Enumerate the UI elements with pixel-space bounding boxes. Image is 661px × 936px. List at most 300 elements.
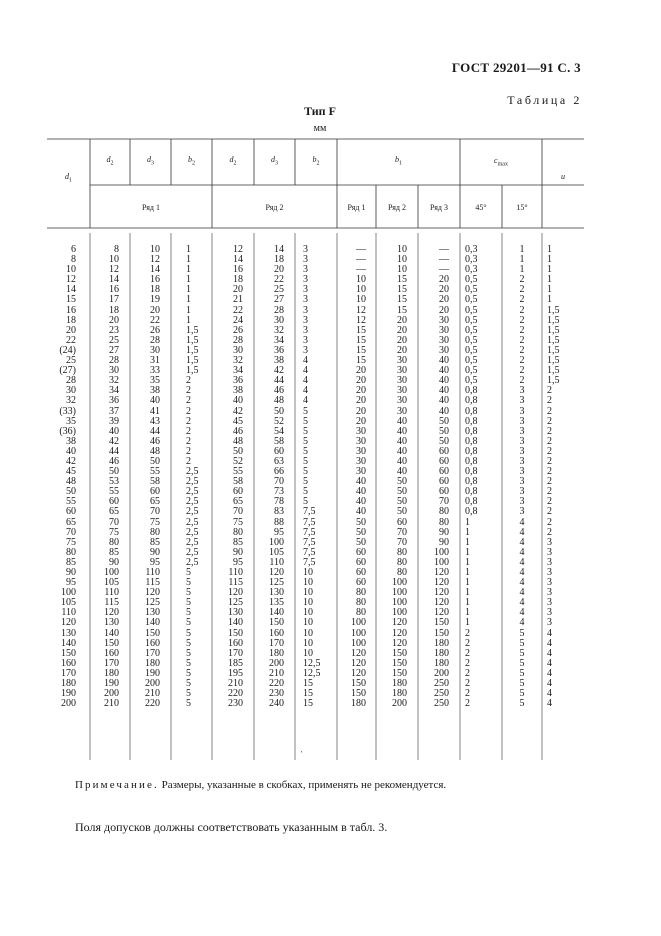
cell-b1-r2: 40 xyxy=(397,445,407,457)
cell-b1-r3: — xyxy=(439,264,449,276)
cell-b1-r1: 12 xyxy=(356,314,366,326)
cell-b1-r1: 20 xyxy=(356,385,366,397)
cell-r1-d2: 28 xyxy=(109,355,119,367)
cell-r1-b2: 2,5 xyxy=(186,506,199,518)
cell-r1-d3: 115 xyxy=(145,577,160,589)
cell-b1-r3: 60 xyxy=(439,476,449,488)
cell-c15: 3 xyxy=(519,496,525,508)
cell-u: 1 xyxy=(547,294,552,306)
cell-c45: 0,8 xyxy=(465,385,478,397)
header-b1-row-1: Ряд 1 xyxy=(347,203,366,212)
cell-r2-d2: 40 xyxy=(233,395,243,407)
cell-r1-b2: 5 xyxy=(186,587,191,599)
cell-c45: 0,5 xyxy=(465,284,478,296)
cell-c15: 3 xyxy=(519,415,525,427)
cell-r2-d2: 26 xyxy=(233,324,243,336)
cell-r2-d3: 46 xyxy=(274,385,284,397)
cell-r1-d3: 130 xyxy=(145,607,160,619)
cell-b1-r1: 120 xyxy=(351,647,366,659)
cell-u: 2 xyxy=(547,445,552,457)
cell-r1-d2: 40 xyxy=(109,425,119,437)
cell-r2-d2: 95 xyxy=(233,556,243,568)
cell-b1-r3: 40 xyxy=(439,385,449,397)
cell-b1-r1: 60 xyxy=(356,556,366,568)
cell-r1-d2: 110 xyxy=(104,587,119,599)
cell-u: 3 xyxy=(547,536,552,548)
cell-r1-b2: 1 xyxy=(186,244,191,255)
cell-r2-d3: 70 xyxy=(274,476,284,488)
cell-c15: 2 xyxy=(519,355,525,367)
cell-c15: 1 xyxy=(519,254,525,266)
cell-c45: 0,8 xyxy=(465,435,478,447)
cell-r1-b2: 5 xyxy=(186,688,191,700)
cell-b1-r2: 40 xyxy=(397,425,407,437)
cell-c45: 1 xyxy=(465,516,470,528)
cell-r1-d3: 140 xyxy=(145,617,160,629)
cell-r2-d2: 58 xyxy=(233,476,243,488)
cell-r2-d2: 185 xyxy=(228,657,243,669)
cell-r2-b2: 5 xyxy=(303,496,308,508)
cell-r2-d2: 48 xyxy=(233,435,243,447)
cell-r2-d2: 52 xyxy=(233,455,243,467)
cell-r2-d3: 125 xyxy=(269,577,284,589)
cell-r2-d3: 66 xyxy=(274,466,284,478)
cell-u: 2 xyxy=(547,415,552,427)
cell-r2-d3: 32 xyxy=(274,324,284,336)
cell-r2-b2: 5 xyxy=(303,425,308,437)
cell-r2-d2: 36 xyxy=(233,375,243,387)
cell-b1-r1: 20 xyxy=(356,375,366,387)
cell-r1-d3: 85 xyxy=(150,536,160,548)
cell-r2-d2: 42 xyxy=(233,405,243,417)
cell-b1-r2: 70 xyxy=(397,536,407,548)
cell-b1-r1: 20 xyxy=(356,365,366,377)
cell-r2-d2: 14 xyxy=(233,254,243,266)
cell-r1-b2: 1 xyxy=(186,254,191,266)
cell-r2-b2: 10 xyxy=(303,607,313,619)
cell-c45: 0,5 xyxy=(465,344,478,356)
cell-r1-d3: 50 xyxy=(150,455,160,467)
cell-b1-r2: 40 xyxy=(397,455,407,467)
cell-b1-r3: 80 xyxy=(439,516,449,528)
cell-c45: 0,8 xyxy=(465,496,478,508)
cell-r2-b2: 10 xyxy=(303,597,313,609)
cell-b1-r1: 60 xyxy=(356,577,366,589)
cell-r2-d3: 88 xyxy=(274,516,284,528)
cell-r1-d2: 75 xyxy=(109,526,119,538)
cell-r1-d3: 33 xyxy=(150,365,160,377)
cell-c15: 4 xyxy=(519,556,525,568)
cell-r1-d3: 18 xyxy=(150,284,160,296)
cell-b1-r3: 250 xyxy=(434,698,449,710)
column-c-15 xyxy=(512,245,532,709)
cell-r2-d3: 135 xyxy=(269,597,284,609)
header-row2-d3: $d_3$ xyxy=(271,155,278,167)
cell-r2-b2: 5 xyxy=(303,445,308,457)
cell-r1-d2: 85 xyxy=(109,546,119,558)
cell-r1-d3: 26 xyxy=(150,324,160,336)
cell-c15: 2 xyxy=(519,375,525,387)
cell-r2-b2: 10 xyxy=(303,577,313,589)
cell-d1: 18 xyxy=(66,314,76,326)
cell-r1-d2: 80 xyxy=(109,536,119,548)
cell-b1-r2: 15 xyxy=(397,284,407,296)
cell-c15: 3 xyxy=(519,476,525,488)
header-b1: $b_1$ xyxy=(395,155,402,167)
cell-c45: 0,8 xyxy=(465,466,478,478)
cell-r1-d2: 90 xyxy=(109,556,119,568)
cell-r1-d3: 110 xyxy=(145,567,160,578)
cell-c45: 2 xyxy=(465,667,470,679)
cell-c45: 0,3 xyxy=(465,254,478,266)
cell-b1-r1: 20 xyxy=(356,405,366,417)
cell-b1-r2: 80 xyxy=(397,567,407,578)
column-row2-b2 xyxy=(303,245,335,709)
cell-u: 4 xyxy=(547,688,552,700)
table-note xyxy=(75,779,446,791)
cell-u: 2 xyxy=(547,506,552,518)
cell-b1-r2: 30 xyxy=(397,355,407,367)
cell-b1-r1: 30 xyxy=(356,455,366,467)
column-b1-row3 xyxy=(420,245,449,709)
cell-b1-r1: 10 xyxy=(356,274,366,286)
cell-r1-d3: 120 xyxy=(145,587,160,599)
cell-r1-d3: 20 xyxy=(150,304,160,316)
cell-r1-d3: 80 xyxy=(150,526,160,538)
cell-r1-b2: 1 xyxy=(186,314,191,326)
cell-r2-d3: 170 xyxy=(269,637,284,649)
cell-b1-r3: 60 xyxy=(439,486,449,498)
cell-r1-d3: 60 xyxy=(150,486,160,498)
cell-r1-d3: 70 xyxy=(150,506,160,518)
cell-r1-d3: 125 xyxy=(145,597,160,609)
cell-r1-d2: 37 xyxy=(109,405,119,417)
cell-d1: 75 xyxy=(66,536,76,548)
cell-r2-b2: 12,5 xyxy=(303,667,321,679)
cell-r1-b2: 2 xyxy=(186,425,191,437)
cell-r1-d3: 43 xyxy=(150,415,160,427)
cell-r2-d2: 160 xyxy=(228,637,243,649)
cell-b1-r1: 15 xyxy=(356,344,366,356)
cell-r2-d3: 38 xyxy=(274,355,284,367)
cell-d1: 150 xyxy=(61,647,76,659)
cell-b1-r2: 15 xyxy=(397,294,407,306)
cell-b1-r1: 80 xyxy=(356,607,366,619)
cell-c45: 0,5 xyxy=(465,375,478,387)
cell-d1: 140 xyxy=(61,637,76,649)
note-text: Размеры, указанные в скобках, применять не рекомендуется. xyxy=(158,779,447,791)
cell-r1-b2: 2 xyxy=(186,385,191,397)
cell-r2-b2: 10 xyxy=(303,617,313,629)
cell-c15: 3 xyxy=(519,486,525,498)
cell-b1-r2: 180 xyxy=(392,678,407,690)
cell-b1-r3: 20 xyxy=(439,294,449,306)
cell-r2-d2: 90 xyxy=(233,546,243,558)
cell-b1-r3: 200 xyxy=(434,667,449,679)
cell-u: 1,5 xyxy=(547,355,560,367)
cell-d1: 30 xyxy=(66,385,76,397)
cell-r1-d2: 130 xyxy=(104,617,119,629)
cell-r1-b2: 2,5 xyxy=(186,516,199,528)
cell-r2-d3: 25 xyxy=(274,284,284,296)
cell-c15: 5 xyxy=(519,647,525,659)
cell-c15: 4 xyxy=(519,526,525,538)
cell-r2-d2: 18 xyxy=(233,274,243,286)
cell-c45: 0,8 xyxy=(465,395,478,407)
cell-c45: 1 xyxy=(465,526,470,538)
cell-r1-b2: 5 xyxy=(186,627,191,639)
cell-r1-d3: 65 xyxy=(150,496,160,508)
cell-c45: 2 xyxy=(465,627,470,639)
cell-c45: 0,5 xyxy=(465,334,478,346)
cell-b1-r1: 150 xyxy=(351,688,366,700)
cell-r2-d2: 60 xyxy=(233,486,243,498)
header-row1-d3: $d_3$ xyxy=(147,155,154,167)
cell-b1-r3: 120 xyxy=(434,567,449,578)
cell-c45: 0,8 xyxy=(465,486,478,498)
header-angle-45: 45° xyxy=(475,203,487,212)
cell-r1-d2: 140 xyxy=(104,627,119,639)
cell-b1-r2: 150 xyxy=(392,667,407,679)
cell-r2-b2: 4 xyxy=(303,375,308,387)
cell-c15: 2 xyxy=(519,284,525,296)
cell-d1: 70 xyxy=(66,526,76,538)
cell-u: 3 xyxy=(547,567,552,578)
cell-r2-d3: 60 xyxy=(274,445,284,457)
column-row1-d2 xyxy=(92,245,119,709)
cell-r1-d2: 53 xyxy=(109,476,119,488)
cell-b1-r3: 250 xyxy=(434,678,449,690)
cell-u: 1 xyxy=(547,274,552,286)
cell-c45: 0,8 xyxy=(465,425,478,437)
cell-d1: 15 xyxy=(66,294,76,306)
cell-d1: (27) xyxy=(59,365,76,377)
cell-r1-d2: 14 xyxy=(109,274,119,286)
cell-b1-r3: 150 xyxy=(434,627,449,639)
cell-b1-r1: 30 xyxy=(356,445,366,457)
cell-r1-d3: 200 xyxy=(145,678,160,690)
cell-d1: 90 xyxy=(66,567,76,578)
cell-r1-b2: 2 xyxy=(186,375,191,387)
cell-r1-d2: 180 xyxy=(104,667,119,679)
cell-b1-r3: 180 xyxy=(434,657,449,669)
cell-r2-d3: 50 xyxy=(274,405,284,417)
cell-r2-d2: 12 xyxy=(233,244,243,255)
cell-r1-d3: 38 xyxy=(150,385,160,397)
cell-b1-r2: 120 xyxy=(392,617,407,629)
cell-r1-d2: 44 xyxy=(109,445,119,457)
cell-r1-b2: 2,5 xyxy=(186,466,199,478)
cell-c15: 3 xyxy=(519,506,525,518)
column-b1-row1 xyxy=(339,245,366,709)
cell-r2-b2: 3 xyxy=(303,294,308,306)
cell-b1-r1: 12 xyxy=(356,304,366,316)
cell-b1-r2: 60 xyxy=(397,516,407,528)
cell-d1: 95 xyxy=(66,577,76,589)
cell-r2-d2: 32 xyxy=(233,355,243,367)
cell-c15: 2 xyxy=(519,304,525,316)
type-title: Тип F xyxy=(304,104,336,118)
cell-b1-r2: 180 xyxy=(392,688,407,700)
cell-r2-b2: 10 xyxy=(303,567,313,578)
cell-r2-d2: 110 xyxy=(228,567,243,578)
cell-r2-d3: 105 xyxy=(269,546,284,558)
cell-r1-b2: 2 xyxy=(186,435,191,447)
cell-r2-d2: 115 xyxy=(228,577,243,589)
cell-r1-d2: 10 xyxy=(109,254,119,266)
cell-u: 1,5 xyxy=(547,375,560,387)
cell-b1-r3: 180 xyxy=(434,647,449,659)
cell-b1-r3: 100 xyxy=(434,546,449,558)
cell-r1-b2: 1 xyxy=(186,274,191,286)
cell-u: 3 xyxy=(547,546,552,558)
cell-u: 2 xyxy=(547,516,552,528)
cell-r2-d2: 70 xyxy=(233,506,243,518)
cell-r1-b2: 2,5 xyxy=(186,496,199,508)
cell-r2-b2: 12,5 xyxy=(303,657,321,669)
cell-d1: 16 xyxy=(66,304,76,316)
cell-r2-b2: 10 xyxy=(303,637,313,649)
cell-c15: 5 xyxy=(519,688,525,700)
cell-r2-d3: 48 xyxy=(274,395,284,407)
cell-r2-d3: 52 xyxy=(274,415,284,427)
cell-r1-d3: 46 xyxy=(150,435,160,447)
cell-r2-b2: 7,5 xyxy=(303,506,316,518)
cell-r1-d3: 190 xyxy=(145,667,160,679)
cell-r1-d3: 210 xyxy=(145,688,160,700)
cell-r1-d2: 16 xyxy=(109,284,119,296)
cell-b1-r3: 150 xyxy=(434,617,449,629)
cell-r1-b2: 1,5 xyxy=(186,344,199,356)
cell-u: 1,5 xyxy=(547,365,560,377)
cell-r1-d3: 30 xyxy=(150,344,160,356)
cell-b1-r3: — xyxy=(439,244,449,255)
cell-b1-r3: — xyxy=(439,254,449,266)
cell-c45: 1 xyxy=(465,546,470,558)
cell-r1-d2: 115 xyxy=(104,597,119,609)
cell-b1-r3: 40 xyxy=(439,365,449,377)
cell-b1-r3: 80 xyxy=(439,506,449,518)
cell-r1-d3: 160 xyxy=(145,637,160,649)
cell-r2-b2: 5 xyxy=(303,435,308,447)
cell-b1-r3: 30 xyxy=(439,334,449,346)
cell-b1-r1: 40 xyxy=(356,506,366,518)
cell-r2-b2: 15 xyxy=(303,698,313,710)
cell-d1: 40 xyxy=(66,445,76,457)
cell-c15: 3 xyxy=(519,395,525,407)
cell-d1: (24) xyxy=(59,344,76,356)
cell-b1-r2: 100 xyxy=(392,587,407,599)
cell-r2-b2: 3 xyxy=(303,314,308,326)
cell-b1-r1: 20 xyxy=(356,395,366,407)
cell-b1-r2: 50 xyxy=(397,486,407,498)
cell-d1: 200 xyxy=(61,698,76,710)
cell-r2-d3: 230 xyxy=(269,688,284,700)
cell-r2-d3: 240 xyxy=(269,698,284,710)
cell-b1-r2: 40 xyxy=(397,415,407,427)
cell-r2-d3: 180 xyxy=(269,647,284,659)
cell-r2-b2: 3 xyxy=(303,344,308,356)
cell-r2-d2: 38 xyxy=(233,385,243,397)
cell-c15: 4 xyxy=(519,516,525,528)
cell-b1-r2: 30 xyxy=(397,365,407,377)
cell-u: 1 xyxy=(547,244,552,255)
cell-d1: 110 xyxy=(61,607,76,619)
cell-r2-b2: 10 xyxy=(303,627,313,639)
cell-b1-r3: 30 xyxy=(439,314,449,326)
cell-r1-d2: 27 xyxy=(109,344,119,356)
cell-b1-r3: 90 xyxy=(439,536,449,548)
cell-r1-d2: 50 xyxy=(109,466,119,478)
cell-d1: (33) xyxy=(59,405,76,417)
cell-r1-b2: 5 xyxy=(186,698,191,710)
cell-r2-b2: 5 xyxy=(303,405,308,417)
cell-r1-b2: 2,5 xyxy=(186,526,199,538)
cell-d1: 45 xyxy=(66,466,76,478)
cell-b1-r2: 50 xyxy=(397,506,407,518)
cell-r2-d2: 210 xyxy=(228,678,243,690)
cell-r2-d3: 140 xyxy=(269,607,284,619)
cell-d1: 120 xyxy=(61,617,76,629)
cell-c15: 1 xyxy=(519,244,525,255)
cell-d1: 160 xyxy=(61,657,76,669)
cell-u: 2 xyxy=(547,395,552,407)
cell-b1-r1: 120 xyxy=(351,667,366,679)
cell-r1-d2: 18 xyxy=(109,304,119,316)
cell-u: 1,5 xyxy=(547,314,560,326)
cell-c15: 3 xyxy=(519,435,525,447)
cell-r2-d3: 220 xyxy=(269,678,284,690)
cell-b1-r3: 30 xyxy=(439,324,449,336)
cell-r1-b2: 2 xyxy=(186,455,191,467)
cell-r1-b2: 2 xyxy=(186,445,191,457)
cell-b1-r1: 40 xyxy=(356,496,366,508)
cell-r1-d2: 200 xyxy=(104,688,119,700)
cell-r2-b2: 3 xyxy=(303,324,308,336)
cell-r1-b2: 5 xyxy=(186,667,191,679)
header-b1-row-2: Ряд 2 xyxy=(388,203,406,212)
cell-r1-b2: 5 xyxy=(186,567,191,578)
cell-r2-b2: 15 xyxy=(303,678,313,690)
cell-u: 1 xyxy=(547,254,552,266)
cell-r1-b2: 1,5 xyxy=(186,355,199,367)
cell-c45: 1 xyxy=(465,607,470,619)
cell-b1-r3: 60 xyxy=(439,466,449,478)
cell-r2-d3: 44 xyxy=(274,375,284,387)
cell-b1-r2: 20 xyxy=(397,314,407,326)
cell-u: 3 xyxy=(547,607,552,619)
cell-b1-r3: 50 xyxy=(439,435,449,447)
cell-r2-b2: 7,5 xyxy=(303,546,316,558)
cell-d1: 38 xyxy=(66,435,76,447)
cell-r1-d3: 150 xyxy=(145,627,160,639)
cell-b1-r2: 150 xyxy=(392,647,407,659)
cell-r1-d3: 40 xyxy=(150,395,160,407)
cell-r2-d3: 30 xyxy=(274,314,284,326)
cell-c15: 2 xyxy=(519,294,525,306)
cell-u: 2 xyxy=(547,385,552,397)
cell-c15: 4 xyxy=(519,546,525,558)
cell-b1-r3: 20 xyxy=(439,274,449,286)
cell-r2-d2: 46 xyxy=(233,425,243,437)
cell-u: 3 xyxy=(547,597,552,609)
header-row1-b2: $b_2$ xyxy=(188,155,195,167)
cell-b1-r1: 40 xyxy=(356,486,366,498)
cell-r2-b2: 3 xyxy=(303,334,308,346)
cell-r1-d2: 190 xyxy=(104,678,119,690)
cell-r1-d2: 32 xyxy=(109,375,119,387)
header-cmax: $c_{max}$ xyxy=(494,156,508,168)
